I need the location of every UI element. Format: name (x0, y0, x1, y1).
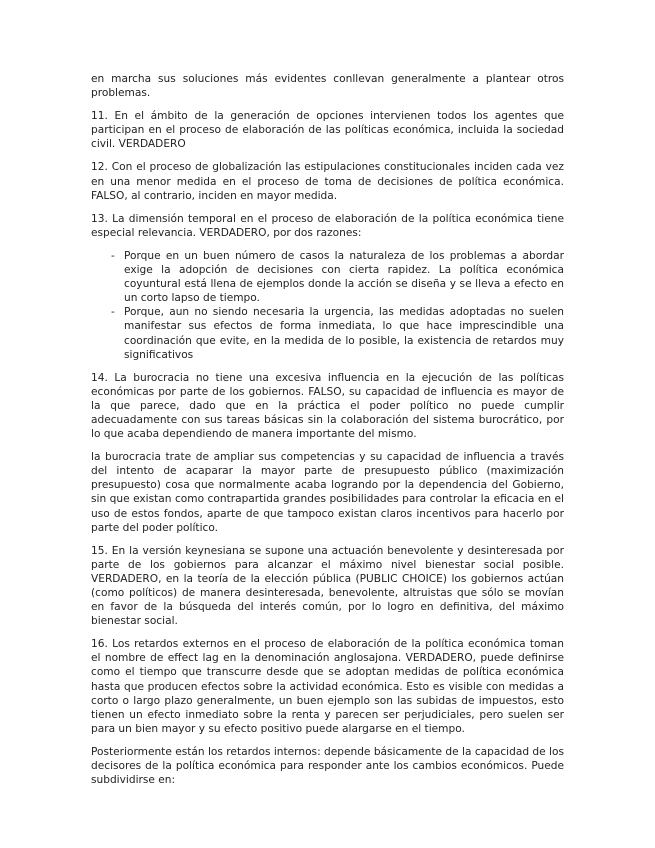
list-item (91, 305, 564, 361)
document-page (91, 72, 564, 796)
paragraph-16: 16. Los retardos externos en el proceso de elaboración de la política económica toman el nombre de effect lag en la denominación anglosajona. VERDADERO, puede definirse como el tiempo que transcurre desde que se adoptan medidas de política económica hasta que producen efectos sobre la actividad económica. Esto es visible con medidas a corto o largo plazo generalmente, un buen ejemplo son las subidas de impuestos, esto tienen un efecto inmediato sobre la renta y parecen ser perjudiciales, pero suelen ser para un bien mayor y su efecto positivo puede alargarse en el tiempo. (91, 638, 564, 735)
bullet-dash: - (111, 306, 115, 319)
list-item-text: Porque en un buen número de casos la naturaleza de los problemas a abordar exige la adopción de decisiones con cierta rapidez. La política económica coyuntural está llena de ejemplos donde la acción se diseña y se lleva a efecto en un corto lapso de tiempo. (124, 249, 564, 305)
list-item (91, 249, 564, 305)
list-item-text: Porque, aun no siendo necesaria la urgencia, las medidas adoptadas no suelen manifestar sus efectos de forma inmediata, lo que hace imprescindible una coordinación que evite, en la medida de lo posible, la existencia de retardos muy significativos (124, 306, 564, 361)
paragraph-13: 13. La dimensión temporal en el proceso de elaboración de la política económica tiene especial relevancia. VERDADERO, por dos razones: (91, 212, 564, 239)
paragraph-11: 11. En el ámbito de la generación de opciones intervienen todos los agentes que participan en el proceso de elaboración de las políticas económica, incluida la sociedad civil. VERDADERO (91, 110, 564, 151)
paragraph-15: 15. En la versión keynesiana se supone una actuación benevolente y desinteresada por parte de los gobiernos para alcanzar el máximo nivel bienestar social posible. VERDADERO, en la teoría de la elección pública (PUBLIC CHOICE) los gobiernos actúan (como políticos) de manera desinteresada, benevolente, altruistas que sólo se movían en favor de la búsqueda del interés común, por lo logro en definitiva, del máximo bienestar social. (91, 544, 564, 628)
paragraph-burocracia: la burocracia trate de ampliar sus competencias y su capacidad de influencia a través del intento de acaparar la mayor parte de presupuesto público (maximización presupuesto) cosa que normalmente acaba logrando por la dependencia del Gobierno, sin que existan como contrapartida grandes posibilidades para controlar la eficacia en el uso de estos fondos, aparte de que tampoco existan claros incentivos para hacerlo por parte del poder político. (91, 451, 564, 534)
paragraph-retardos-internos: Posteriormente están los retardos internos: depende básicamente de la capacidad de los decisores de la política económica para responder ante los cambios económicos. Puede subdividirse en: (91, 745, 564, 787)
paragraph-12: 12. Con el proceso de globalización las estipulaciones constitucionales inciden cada vez en una menor medida en el proceso de toma de decisiones de política económica. FALSO, al contrario, inciden en mayor medida. (91, 161, 564, 202)
paragraph-continuation: en marcha sus soluciones más evidentes conllevan generalmente a plantear otros problemas. (91, 73, 564, 100)
reasons-list (91, 249, 564, 362)
bullet-dash: - (111, 249, 115, 262)
paragraph-14: 14. La burocracia no tiene una excesiva influencia en la ejecución de las políticas económicas por parte de los gobiernos. FALSO, su capacidad de influencia es mayor de la que parece, dado que en la práctica el poder político no puede cumplir adecuadamente con sus tareas básicas sin la colaboración del sistema burocrático, por lo que acaba dependiendo de manera importante del mismo. (91, 371, 564, 441)
